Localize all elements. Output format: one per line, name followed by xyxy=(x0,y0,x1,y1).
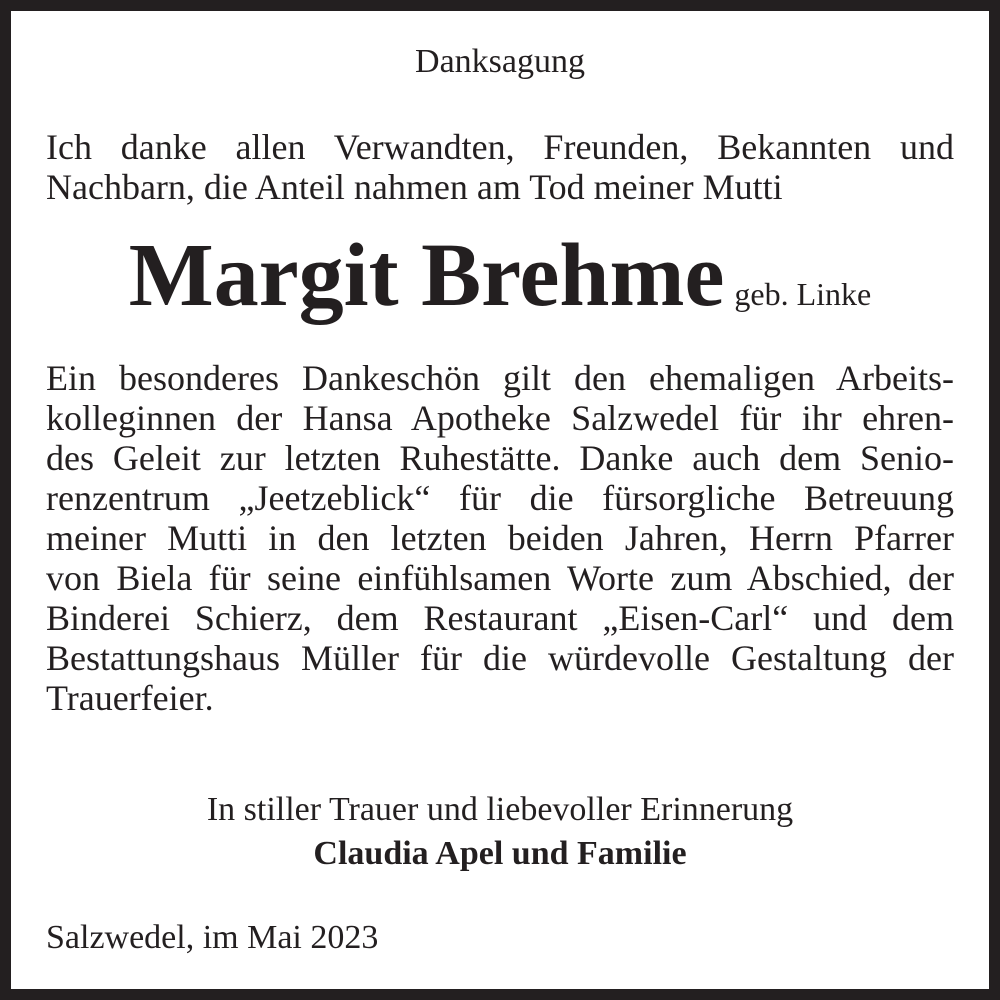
deceased-name-row xyxy=(0,226,1000,326)
thanks-line: Trauerfeier. xyxy=(46,678,214,718)
intro-paragraph xyxy=(46,127,954,207)
signer-name: Claudia Apel und Familie xyxy=(313,835,687,872)
deceased-name: Margit Brehme xyxy=(128,226,725,325)
thanks-line: meiner Mutti in den letzten beiden Jahren, Herrn Pfarrer xyxy=(46,518,954,558)
thanks-line: kolleginnen der Hansa Apotheke Salzwedel für ihr ehren- xyxy=(46,398,954,438)
thanks-line: Ein besonderes Dankeschön gilt den ehemaligen Arbeits- xyxy=(46,358,954,398)
notice-heading: Danksagung xyxy=(415,43,585,80)
thanks-line: von Biela für seine einfühlsamen Worte zum Abschied, der xyxy=(46,558,954,598)
thanks-paragraph xyxy=(46,358,954,718)
intro-line: Nachbarn, die Anteil nahmen am Tod meiner Mutti xyxy=(46,167,783,207)
closing-line: In stiller Trauer und liebevoller Erinnerung xyxy=(206,791,794,828)
thanks-line: renzentrum „Jeetzeblick“ für die fürsorgliche Betreuung xyxy=(46,478,954,518)
thanks-line: Binderei Schierz, dem Restaurant „Eisen-Carl“ und dem xyxy=(46,598,954,638)
maiden-name: geb. Linke xyxy=(734,276,872,312)
place-and-date: Salzwedel, im Mai 2023 xyxy=(46,919,379,956)
intro-line: Ich danke allen Verwandten, Freunden, Bekannten und xyxy=(46,127,954,167)
thanks-line: Bestattungshaus Müller für die würdevolle Gestaltung der xyxy=(46,638,954,678)
thanks-line: des Geleit zur letzten Ruhestätte. Danke auch dem Senio- xyxy=(46,438,954,478)
